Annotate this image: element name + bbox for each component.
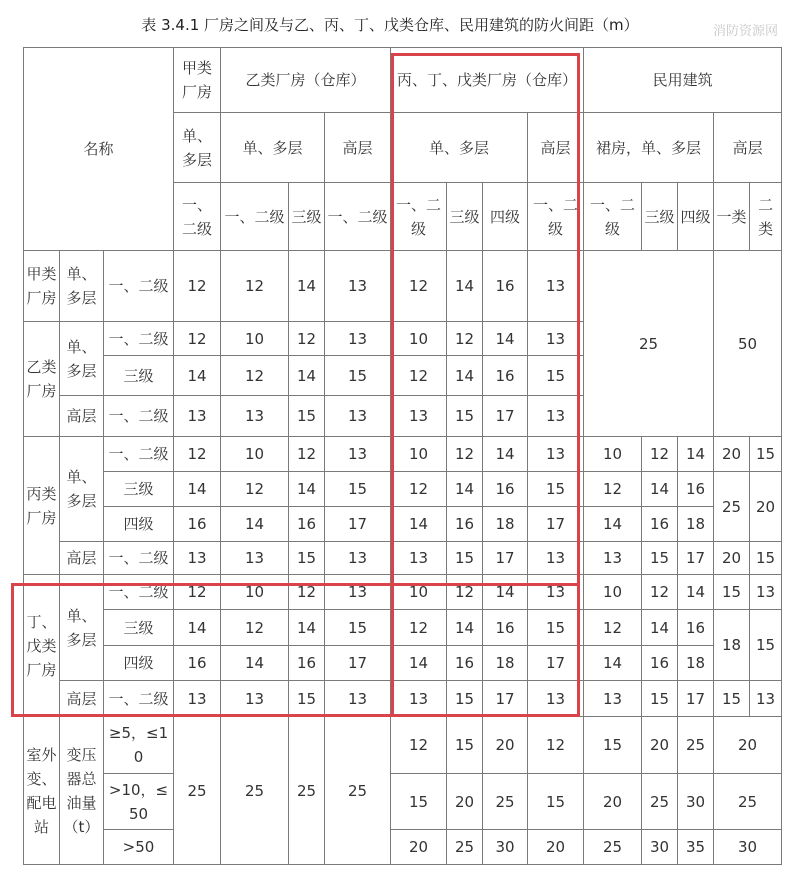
header-grade: 一、二级	[391, 183, 447, 251]
distance-cell: 14	[678, 437, 714, 472]
distance-cell: 20	[750, 472, 782, 542]
distance-cell: 10	[221, 575, 289, 610]
distance-cell: 25	[584, 830, 642, 865]
distance-cell: 50	[714, 251, 782, 437]
row-label: 四级	[104, 507, 174, 542]
table-row	[24, 251, 782, 322]
distance-cell: 25	[221, 717, 289, 865]
row-label: 高层	[60, 542, 104, 575]
row-label: 丁、戊类厂房	[24, 575, 60, 717]
distance-cell: 15	[325, 610, 391, 646]
distance-cell: 14	[642, 472, 678, 507]
row-label: 三级	[104, 472, 174, 507]
row-label: 一、二级	[104, 396, 174, 437]
row-label: 一、二级	[104, 575, 174, 610]
row-label: >10，≤50	[104, 774, 174, 830]
distance-cell: 30	[714, 830, 782, 865]
header-grade: 一、二级	[174, 183, 221, 251]
distance-cell: 15	[714, 575, 750, 610]
table-row	[24, 507, 782, 542]
distance-cell: 16	[174, 646, 221, 681]
distance-cell: 15	[447, 396, 483, 437]
distance-cell: 13	[325, 542, 391, 575]
distance-cell: 25	[447, 830, 483, 865]
distance-cell: 15	[289, 542, 325, 575]
distance-cell: 12	[221, 610, 289, 646]
distance-cell: 16	[678, 610, 714, 646]
distance-cell: 14	[584, 507, 642, 542]
distance-cell: 17	[528, 646, 584, 681]
distance-cell: 16	[642, 646, 678, 681]
distance-cell: 13	[528, 251, 584, 322]
distance-cell: 15	[528, 472, 584, 507]
table-row	[24, 646, 782, 681]
distance-cell: 18	[678, 507, 714, 542]
distance-cell: 12	[391, 610, 447, 646]
row-label: 四级	[104, 646, 174, 681]
distance-cell: 12	[391, 717, 447, 774]
row-label: 一、二级	[104, 437, 174, 472]
row-label: 丙类厂房	[24, 437, 60, 575]
distance-cell: 16	[289, 507, 325, 542]
distance-cell: 13	[584, 681, 642, 717]
distance-cell: 12	[447, 575, 483, 610]
distance-cell: 15	[642, 542, 678, 575]
distance-cell: 14	[678, 575, 714, 610]
distance-cell: 25	[642, 774, 678, 830]
header-name: 名称	[24, 48, 174, 251]
distance-cell: 10	[221, 437, 289, 472]
row-label: 三级	[104, 356, 174, 396]
header-grade: 三级	[289, 183, 325, 251]
distance-cell: 16	[174, 507, 221, 542]
distance-cell: 14	[174, 610, 221, 646]
table-row	[24, 717, 782, 774]
distance-cell: 20	[642, 717, 678, 774]
distance-cell: 16	[642, 507, 678, 542]
distance-cell: 20	[714, 542, 750, 575]
table-row	[24, 472, 782, 507]
distance-cell: 18	[714, 610, 750, 681]
distance-cell: 14	[289, 472, 325, 507]
header-grade: 一、二级	[584, 183, 642, 251]
distance-cell: 15	[750, 437, 782, 472]
distance-cell: 13	[528, 681, 584, 717]
header-grade: 一、二级	[221, 183, 289, 251]
distance-cell: 20	[714, 437, 750, 472]
distance-cell: 17	[325, 646, 391, 681]
table-row	[24, 610, 782, 646]
distance-cell: 25	[483, 774, 528, 830]
distance-cell: 12	[174, 251, 221, 322]
distance-cell: 13	[391, 396, 447, 437]
distance-cell: 20	[584, 774, 642, 830]
distance-cell: 14	[483, 322, 528, 356]
distance-cell: 13	[174, 681, 221, 717]
header-grade: 一、二级	[325, 183, 391, 251]
header-jia: 甲类厂房	[174, 48, 221, 113]
row-label: 单、多层	[60, 251, 104, 322]
distance-cell: 15	[289, 681, 325, 717]
distance-cell: 14	[221, 646, 289, 681]
table-row	[24, 437, 782, 472]
header-yi: 乙类厂房（仓库）	[221, 48, 391, 113]
fire-separation-table	[23, 47, 782, 865]
row-label: 一、二级	[104, 322, 174, 356]
distance-cell: 13	[174, 542, 221, 575]
header-sub: 高层	[714, 113, 782, 183]
header-grade: 四级	[678, 183, 714, 251]
distance-cell: 15	[325, 356, 391, 396]
distance-cell: 14	[447, 251, 483, 322]
distance-cell: 18	[483, 507, 528, 542]
distance-cell: 15	[714, 681, 750, 717]
distance-cell: 12	[584, 472, 642, 507]
distance-cell: 15	[447, 542, 483, 575]
distance-cell: 13	[325, 681, 391, 717]
distance-cell: 12	[447, 437, 483, 472]
distance-cell: 15	[447, 717, 483, 774]
distance-cell: 15	[325, 472, 391, 507]
distance-cell: 15	[528, 356, 584, 396]
distance-cell: 15	[391, 774, 447, 830]
distance-cell: 12	[528, 717, 584, 774]
distance-cell: 16	[678, 472, 714, 507]
distance-cell: 18	[678, 646, 714, 681]
distance-cell: 13	[174, 396, 221, 437]
distance-cell: 13	[750, 575, 782, 610]
distance-cell: 30	[483, 830, 528, 865]
distance-cell: 12	[221, 356, 289, 396]
header-grade: 一类	[714, 183, 750, 251]
distance-cell: 18	[483, 646, 528, 681]
distance-cell: 15	[642, 681, 678, 717]
distance-cell: 15	[528, 610, 584, 646]
distance-cell: 14	[447, 356, 483, 396]
header-sub: 高层	[528, 113, 584, 183]
distance-cell: 16	[483, 610, 528, 646]
header-bdw: 丙、丁、戊类厂房（仓库）	[391, 48, 584, 113]
row-label: 单、多层	[60, 322, 104, 396]
header-sub: 单、多层	[174, 113, 221, 183]
distance-cell: 15	[750, 610, 782, 681]
distance-cell: 14	[584, 646, 642, 681]
distance-cell: 14	[447, 610, 483, 646]
distance-cell: 20	[447, 774, 483, 830]
header-civil: 民用建筑	[584, 48, 782, 113]
distance-cell: 14	[174, 356, 221, 396]
distance-cell: 12	[642, 575, 678, 610]
row-label: >50	[104, 830, 174, 865]
row-label: 高层	[60, 681, 104, 717]
row-label: 变压器总油量（t）	[60, 717, 104, 865]
distance-cell: 12	[289, 437, 325, 472]
distance-cell: 13	[391, 542, 447, 575]
header-grade: 四级	[483, 183, 528, 251]
distance-cell: 13	[325, 251, 391, 322]
distance-cell: 30	[642, 830, 678, 865]
distance-cell: 17	[483, 542, 528, 575]
distance-cell: 14	[289, 251, 325, 322]
distance-cell: 12	[289, 575, 325, 610]
distance-cell: 10	[221, 322, 289, 356]
distance-cell: 25	[325, 717, 391, 865]
distance-cell: 12	[391, 356, 447, 396]
distance-cell: 14	[174, 472, 221, 507]
distance-cell: 12	[174, 575, 221, 610]
row-label: 甲类厂房	[24, 251, 60, 322]
distance-cell: 15	[528, 774, 584, 830]
distance-cell: 10	[391, 437, 447, 472]
distance-cell: 35	[678, 830, 714, 865]
distance-cell: 14	[391, 507, 447, 542]
distance-cell: 13	[221, 681, 289, 717]
distance-cell: 12	[642, 437, 678, 472]
distance-cell: 16	[483, 472, 528, 507]
distance-cell: 13	[584, 542, 642, 575]
distance-cell: 17	[678, 542, 714, 575]
table-row	[24, 575, 782, 610]
distance-cell: 25	[714, 774, 782, 830]
distance-cell: 13	[750, 681, 782, 717]
distance-cell: 16	[447, 507, 483, 542]
distance-cell: 12	[221, 472, 289, 507]
table-row	[24, 774, 782, 830]
distance-cell: 12	[174, 437, 221, 472]
row-label: 一、二级	[104, 681, 174, 717]
distance-cell: 20	[714, 717, 782, 774]
distance-cell: 13	[528, 396, 584, 437]
distance-cell: 14	[289, 356, 325, 396]
distance-cell: 14	[483, 437, 528, 472]
distance-cell: 17	[483, 396, 528, 437]
distance-cell: 30	[678, 774, 714, 830]
watermark: 消防资源网	[712, 24, 778, 39]
distance-cell: 13	[221, 542, 289, 575]
distance-cell: 15	[289, 396, 325, 437]
table-title: 表 3.4.1 厂房之间及与乙、丙、丁、戊类仓库、民用建筑的防火间距（m）	[141, 16, 639, 34]
header-sub: 单、多层	[391, 113, 528, 183]
distance-cell: 12	[584, 610, 642, 646]
row-label: 一、二级	[104, 542, 174, 575]
row-label: ≥5，≤10	[104, 717, 174, 774]
distance-cell: 15	[584, 717, 642, 774]
distance-cell: 14	[447, 472, 483, 507]
distance-cell: 13	[325, 437, 391, 472]
distance-cell: 13	[528, 542, 584, 575]
header-sub: 裙房，单、多层	[584, 113, 714, 183]
distance-cell: 12	[391, 472, 447, 507]
distance-cell: 20	[528, 830, 584, 865]
distance-cell: 10	[584, 575, 642, 610]
distance-cell: 14	[642, 610, 678, 646]
distance-cell: 15	[447, 681, 483, 717]
row-label: 单、多层	[60, 437, 104, 542]
distance-cell: 14	[483, 575, 528, 610]
distance-cell: 12	[447, 322, 483, 356]
header-sub: 高层	[325, 113, 391, 183]
header-sub: 单、多层	[221, 113, 325, 183]
distance-cell: 12	[221, 251, 289, 322]
distance-cell: 12	[391, 251, 447, 322]
distance-cell: 13	[325, 322, 391, 356]
distance-cell: 25	[174, 717, 221, 865]
distance-cell: 17	[528, 507, 584, 542]
distance-cell: 25	[678, 717, 714, 774]
header-grade: 二类	[750, 183, 782, 251]
row-label: 三级	[104, 610, 174, 646]
distance-cell: 14	[289, 610, 325, 646]
distance-cell: 10	[391, 575, 447, 610]
header-grade: 三级	[642, 183, 678, 251]
distance-cell: 10	[584, 437, 642, 472]
row-label: 高层	[60, 396, 104, 437]
distance-cell: 25	[584, 251, 714, 437]
distance-cell: 13	[325, 396, 391, 437]
distance-cell: 10	[391, 322, 447, 356]
distance-cell: 17	[678, 681, 714, 717]
row-label: 一、二级	[104, 251, 174, 322]
distance-cell: 16	[447, 646, 483, 681]
distance-cell: 12	[289, 322, 325, 356]
distance-cell: 12	[174, 322, 221, 356]
table-row	[24, 681, 782, 717]
distance-cell: 13	[221, 396, 289, 437]
distance-cell: 14	[391, 646, 447, 681]
row-label: 乙类厂房	[24, 322, 60, 437]
distance-cell: 25	[289, 717, 325, 865]
distance-cell: 14	[221, 507, 289, 542]
distance-cell: 16	[289, 646, 325, 681]
distance-cell: 13	[391, 681, 447, 717]
distance-cell: 13	[528, 575, 584, 610]
distance-cell: 16	[483, 356, 528, 396]
distance-cell: 20	[391, 830, 447, 865]
distance-cell: 17	[483, 681, 528, 717]
header-grade: 三级	[447, 183, 483, 251]
distance-cell: 16	[483, 251, 528, 322]
distance-cell: 13	[528, 322, 584, 356]
row-label: 单、多层	[60, 575, 104, 681]
distance-cell: 15	[750, 542, 782, 575]
table-row	[24, 830, 782, 865]
distance-cell: 20	[483, 717, 528, 774]
distance-cell: 13	[528, 437, 584, 472]
table-row	[24, 542, 782, 575]
distance-cell: 13	[325, 575, 391, 610]
distance-cell: 17	[325, 507, 391, 542]
row-label: 室外变、配电站	[24, 717, 60, 865]
distance-cell: 25	[714, 472, 750, 542]
header-grade: 一、二级	[528, 183, 584, 251]
